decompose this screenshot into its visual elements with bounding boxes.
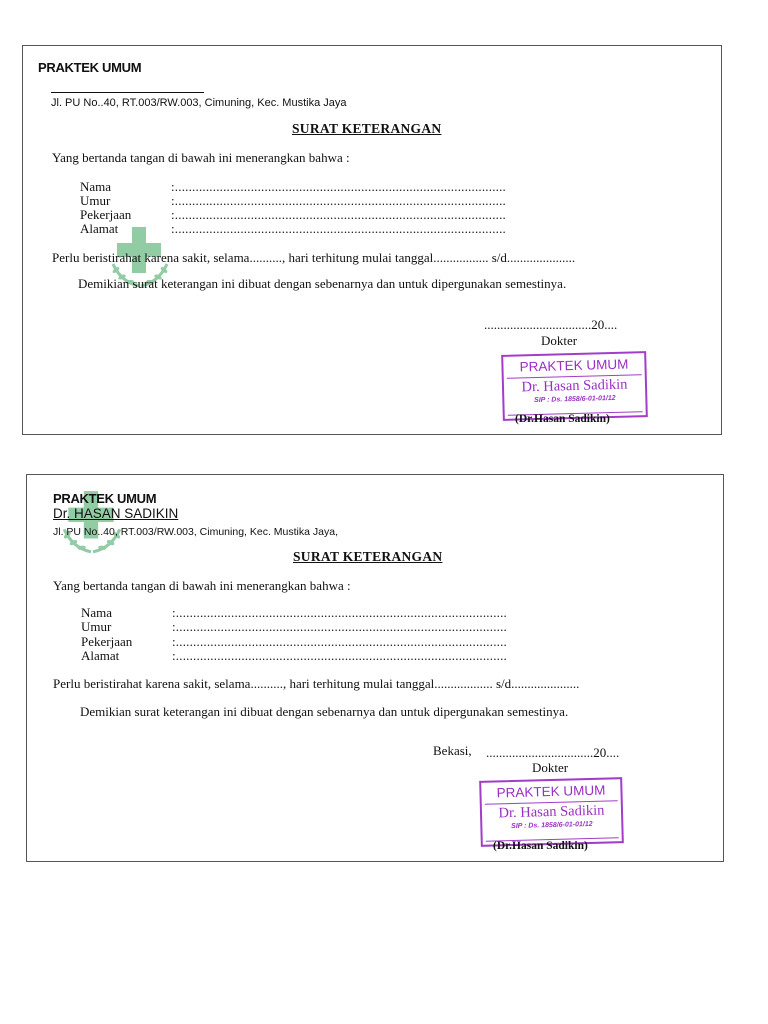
document-title: SURAT KETERANGAN (292, 121, 442, 136)
document-title: SURAT KETERANGAN (293, 549, 443, 564)
field-value-alamat: :................................................................................................ (172, 648, 508, 663)
field-label-alamat: Alamat (80, 221, 119, 236)
field-label-nama: Nama (81, 605, 113, 620)
clinic-address: Jl. PU No..40, RT.003/RW.003, Cimuning, Kec. Mustika Jaya, (53, 526, 338, 538)
date-line: .................................20.... (484, 317, 618, 332)
field-value-nama: :................................................................................................ (171, 179, 507, 194)
clinic-stamp (501, 351, 648, 421)
stamp-doctor: Dr. Hasan Sadikin (521, 376, 628, 396)
certificate-form-1 (22, 45, 722, 435)
field-value-umur: :................................................................................................ (171, 193, 507, 208)
field-value-umur: :................................................................................................ (172, 619, 508, 634)
field-label-pekerjaan: Pekerjaan (80, 207, 132, 222)
stamp-title: PRAKTEK UMUM (496, 782, 606, 801)
place-name: Bekasi, (433, 743, 472, 758)
stamp-title: PRAKTEK UMUM (519, 356, 629, 375)
signer-role: Dokter (541, 333, 578, 348)
clinic-address: Jl. PU No..40, RT.003/RW.003, Cimuning, Kec. Mustika Jaya (51, 97, 347, 109)
intro-text: Yang bertanda tangan di bawah ini menerangkan bahwa : (53, 578, 351, 593)
closing-text: Demikian surat keterangan ini dibuat dengan sebenarnya dan untuk dipergunakan semestinya. (80, 704, 569, 719)
field-value-pekerjaan: :................................................................................................ (172, 634, 508, 649)
clinic-stamp (479, 777, 624, 847)
field-label-pekerjaan: Pekerjaan (81, 634, 133, 649)
clinic-doctor-name: Dr. HASAN SADIKIN (53, 506, 179, 521)
date-line: .................................20.... (486, 745, 620, 760)
field-label-umur: Umur (81, 619, 112, 634)
field-label-alamat: Alamat (81, 648, 120, 663)
clinic-name: PRAKTEK UMUM (53, 491, 157, 506)
rest-period-text: Perlu beristirahat karena sakit, selama.........., hari terhitung mulai tanggal.................. s/d..................... (53, 676, 580, 691)
field-label-umur: Umur (80, 193, 111, 208)
intro-text: Yang bertanda tangan di bawah ini menerangkan bahwa : (52, 150, 350, 165)
field-value-pekerjaan: :................................................................................................ (171, 207, 507, 222)
certificate-form-2 (26, 474, 724, 862)
header-rule (51, 92, 204, 93)
clinic-name: PRAKTEK UMUM (38, 60, 142, 75)
field-value-alamat: :................................................................................................ (171, 221, 507, 236)
stamp-sip: SIP : Ds. 1858/6-01-01/12 (511, 820, 593, 831)
signature-name: (Dr.Hasan Sadikin) (493, 840, 588, 852)
closing-text: Demikian surat keterangan ini dibuat dengan sebenarnya dan untuk dipergunakan semestinya. (78, 276, 567, 291)
field-value-nama: :................................................................................................ (172, 605, 508, 620)
field-label-nama: Nama (80, 179, 112, 194)
stamp-sip: SIP : Ds. 1858/6-01-01/12 (534, 394, 616, 405)
signature-name: (Dr.Hasan Sadikin) (515, 413, 610, 425)
signer-role: Dokter (532, 760, 569, 775)
stamp-doctor: Dr. Hasan Sadikin (498, 802, 605, 822)
rest-period-text: Perlu beristirahat karena sakit, selama.........., hari terhitung mulai tanggal................. s/d..................... (52, 250, 576, 265)
